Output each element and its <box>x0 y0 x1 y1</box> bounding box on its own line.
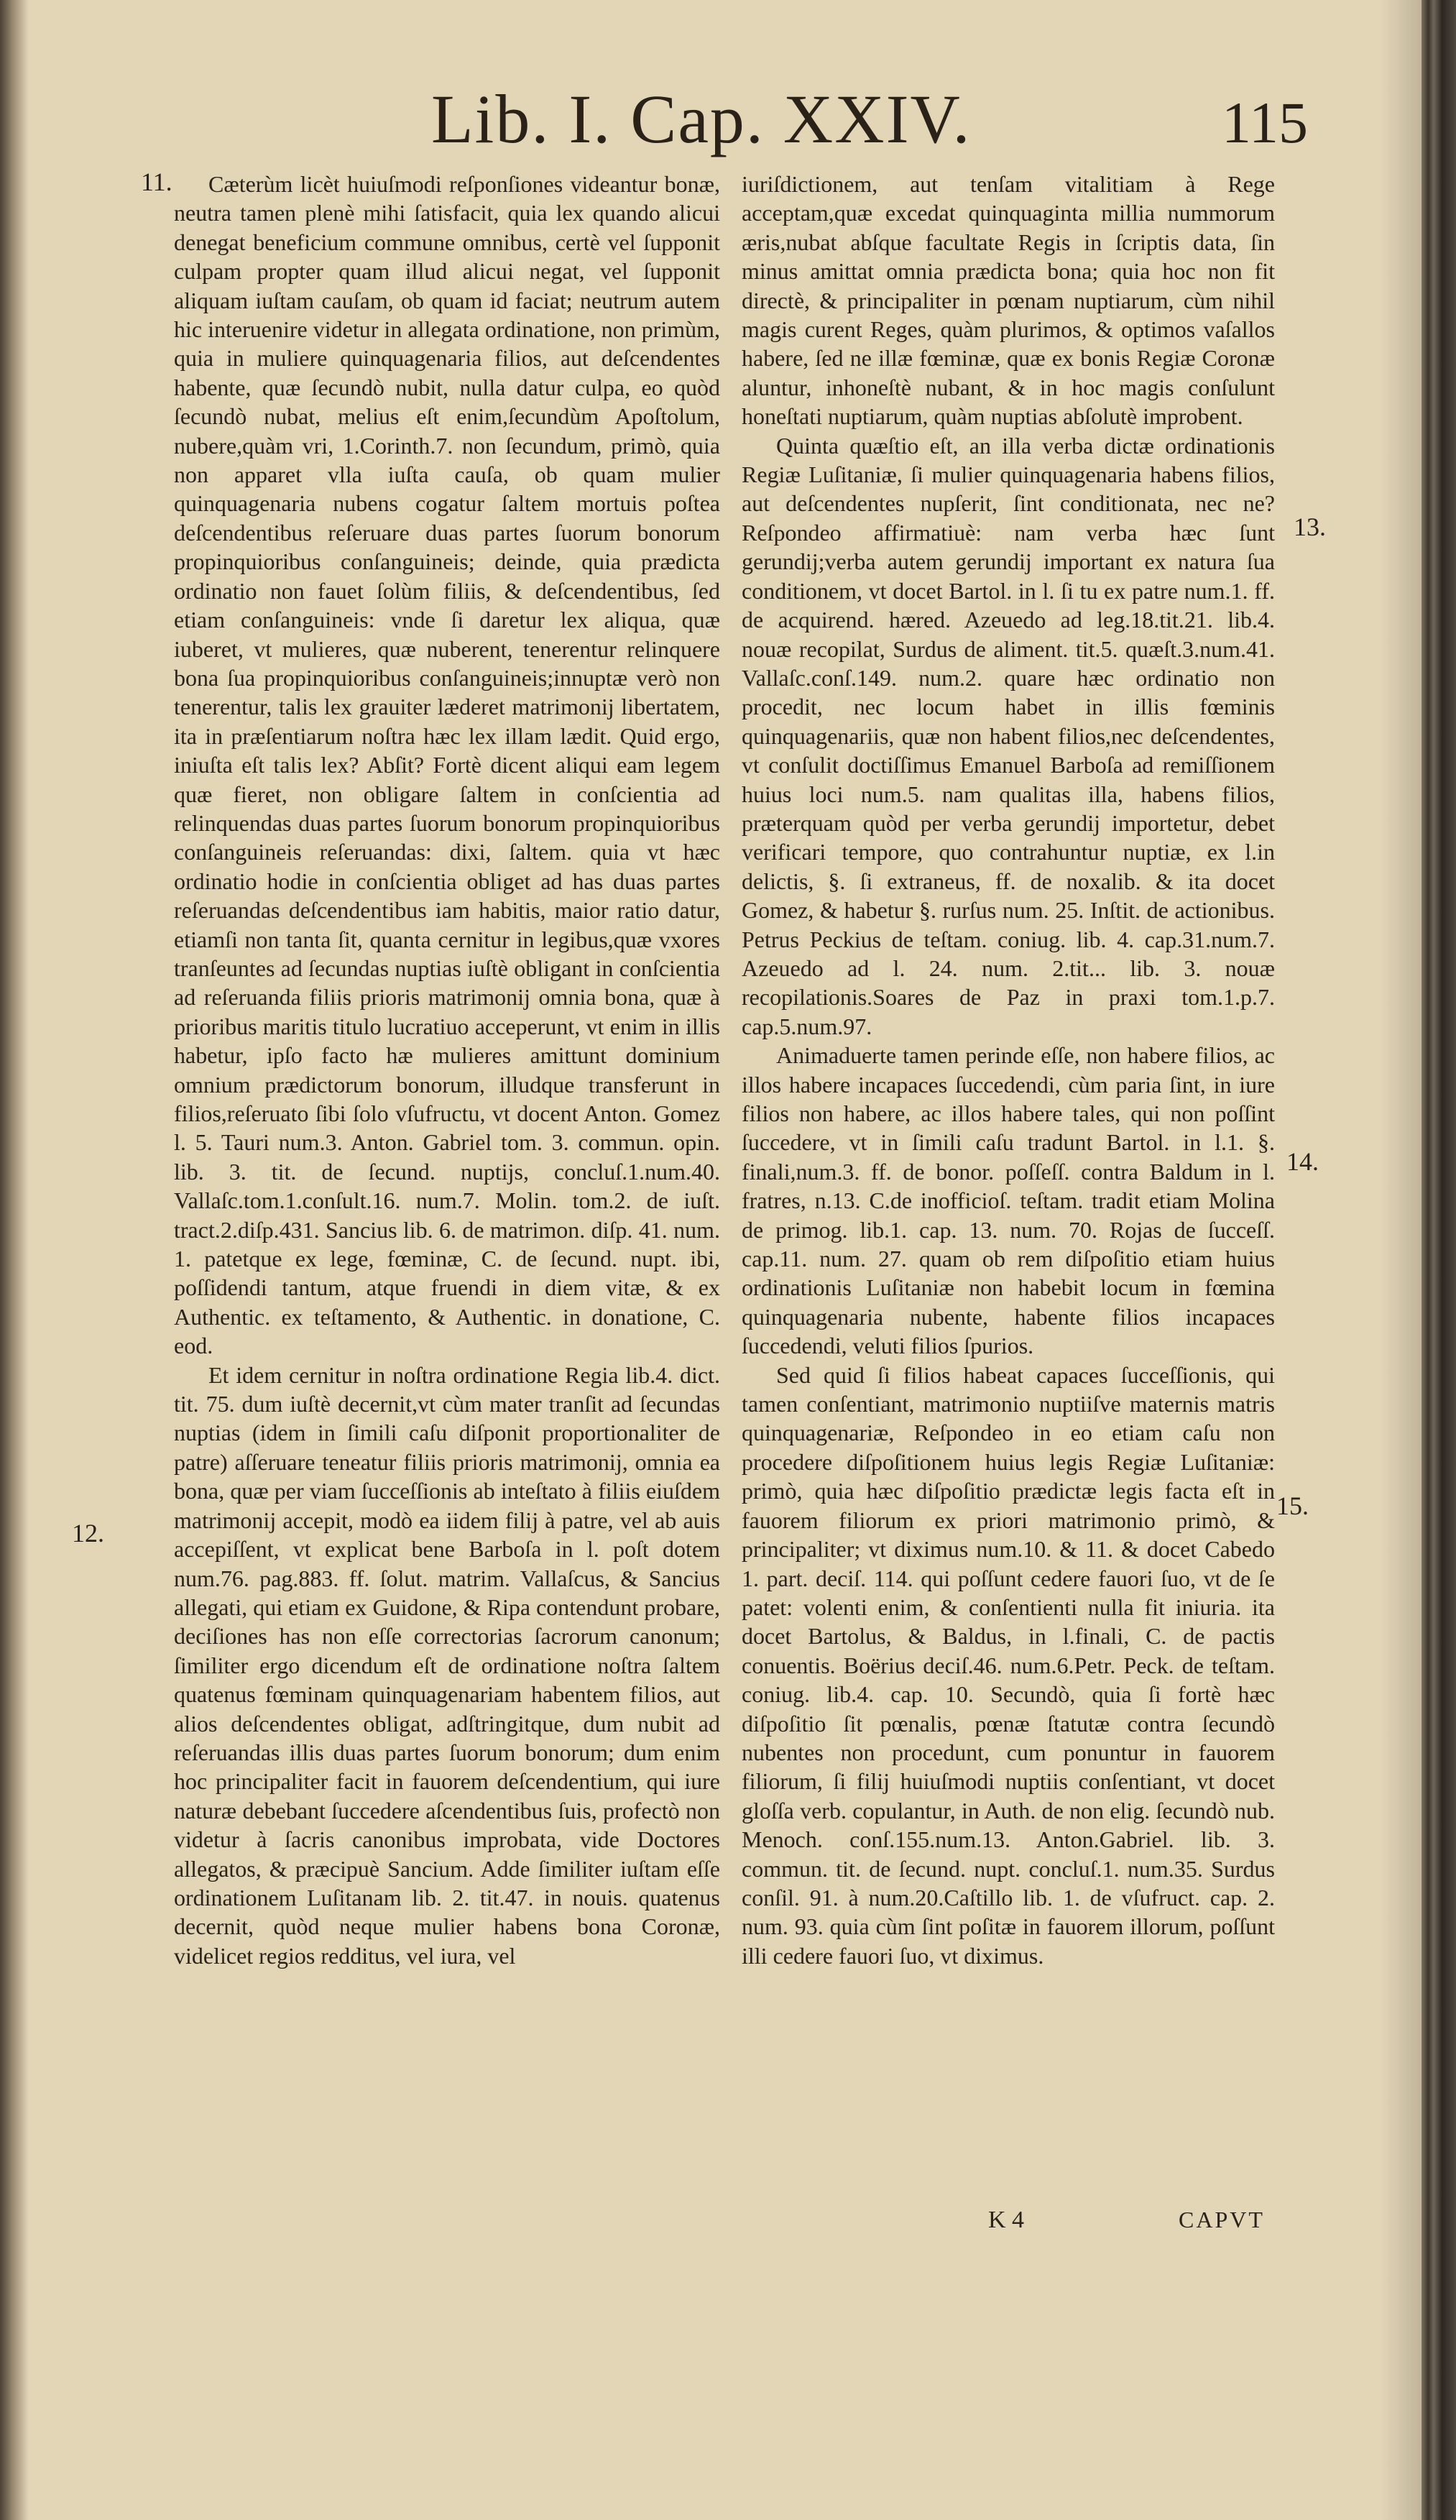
paragraph-12: Et idem cernitur in noſtra ordinatione Regia lib.4. dict. tit. 75. dum iuſtè decernit,vt cùm mater tranſit ad ſecundas nuptias (idem in ſimili caſu diſponit proportionaliter de patre) aſſeruare teneatur filiis prioris matrimonij, omnia ea bona, quæ per viam ſucceſſionis ab inteſtato à filiis eiuſdem matrimonij accepit, modò ea iidem filij à patre, vel ab auis accepiſſent, vt explicat bene Barboſa in l. poſt dotem num.76. pag.883. ff. ſolut. matrim. Vallaſcus, & Sancius allegati, qui etiam ex Guidone, & Ripa contendunt probare, deciſiones has non eſſe correctorias ſacrorum canonum; ſimiliter ergo dicendum eſt de ordinatione noſtra ſaltem quatenus fœminam quinquagenariam habentem filios, aut alios deſcendentes obligat, adſtringitque, dum nubit ad reſeruandas illis duas partes ſuorum bonorum; dum enim hoc principaliter facit in fauorem deſcendentium, qui iure naturæ debebant ſuccedere aſcendentibus ſuis, profectò non videtur à ſacris canonibus improbata, vide Doctores allegatos, & præcipuè Sancium. Adde ſimiliter iuſtam eſſe ordinationem Luſitanam lib. 2. tit.47. in nouis. quatenus decernit, quòd neque mulier habens bona Coronæ, videlicet regios redditus, vel iura, vel <box>174 1361 720 1969</box>
margin-number-11: 11. <box>141 167 172 196</box>
paragraph-15: Sed quid ſi filios habeat capaces ſucceſſionis, qui tamen conſentiant, matrimonio nuptiiſve maternis matris quinquagenariæ, Reſpondeo in eo etiam caſu non procedere diſpoſitionem huius legis Regiæ Luſitaniæ: primò, quia hæc diſpoſitio prædictæ legis facta eſt in fauorem filiorum ex priori matrimonio primò, & principaliter; vt diximus num.10. & 11. & docet Cabedo 1. part. deciſ. 114. qui poſſunt cedere fauori ſuo, vt de ſe patet: volenti enim, & conſentienti nulla fit iniuria. ita docet Bartolus, & Baldus, in l.finali, C. de pactis conuentis. Boërius deciſ.46. num.6.Petr. Peck. de teſtam. coniug. lib.4. cap. 10. Secundò, quia ſi fortè hæc diſpoſitio ſit pœnalis, pœnæ ſtatutæ contra ſecundò nubentes non procedunt, cum ponuntur in fauorem filiorum, ſi filij huiuſmodi nuptiis conſentiant, vt docet gloſſa verb. copulantur, in Auth. de non elig. ſecundò nub. Menoch. conſ.155.num.13. Anton.Gabriel. lib. 3. commun. tit. de ſecund. nupt. concluſ.1. num.35. Surdus conſil. 91. à num.20.Caſtillo lib. 1. de vſufruct. cap. 2. num. 93. quia cùm ſint poſitæ in fauorem illorum, poſſunt illi cedere fauori ſuo, vt diximus. <box>742 1361 1275 1969</box>
margin-number-15: 15. <box>1276 1491 1309 1520</box>
margin-number-12: 12. <box>72 1519 104 1548</box>
right-column <box>742 170 1275 1970</box>
paragraph-continuation: iuriſdictionem, aut tenſam vitalitiam à Rege acceptam,quæ excedat quinquaginta millia nummorum æris,nubat abſque facultate Regis in ſcriptis data, ſin minus amittat omnia prædicta bona; quia hoc non fit directè, & principaliter in pœnam nuptiarum, cùm nihil magis curent Reges, quàm plurimos, & optimos vaſallos habere, ſed ne illæ fœminæ, quæ ex bonis Regiæ Coronæ aluntur, inhoneſtè nubant, & in hoc magis conſulunt honeſtati nuptiarum, quàm nuptias abſolutè improbent. <box>742 171 1275 430</box>
paragraph-11: Cæterùm licèt huiuſmodi reſponſiones videantur bonæ, neutra tamen plenè mihi ſatisfacit, quia lex quando alicui denegat beneficium commune omnibus, certè vel ſupponit culpam propter quam illud alicui negat, vel ſupponit aliquam iuſtam cauſam, ob quam id faciat; neutrum autem hic interuenire videtur in allegata ordinatione, non primùm, quia in muliere quinquagenaria filios, aut deſcendentes habente, quæ ſecundò nubit, nulla datur culpa, eo quòd ſecundò nubat, melius eſt enim,ſecundùm Apoſtolum, nubere,quàm vri, 1.Corinth.7. non ſecundum, primò, quia non apparet vlla iuſta cauſa, ob quam mulier quinquagenaria nubens cogatur ſaltem mortuis poſtea deſcendentibus reſeruare duas partes ſuorum bonorum propinquioribus conſanguineis; deinde, quia prædicta ordinatio non fauet ſolùm filiis, & deſcendentibus, ſed etiam conſanguineis: vnde ſi daretur lex aliqua, quæ iuberet, vt mulieres, quæ nuberent, tenerentur relinquere bona ſua propinquioribus conſanguineis;innuptæ verò non tenerentur, talis lex grauiter læderet matrimonij libertatem, ita in præſentiarum noſtra hæc lex illam lædit. Quid ergo, iniuſta eſt talis lex? Abſit? Fortè dicent aliqui eam legem quæ fieret, non obligare ſaltem in conſcientia ad relinquendas duas partes ſuorum bonorum propinquioribus conſanguineis reſeruandas: dixi, ſaltem. quia vt hæc ordinatio hodie in conſcientia obliget ad has duas partes reſeruandas deſcendentibus iam habitis, maior ratio datur, etiamſi non tanta ſit, quanta cernitur in legibus,quæ vxores tranſeuntes ad ſecundas nuptias iuſtè obligant in conſcientia ad reſeruanda filiis prioris matrimonij omnia bona, quæ à prioribus maritis titulo lucratiuo acceperunt, vt enim in illis habetur, ipſo facto hæ mulieres amittunt dominium omnium prædictorum bonorum, illudque transferunt in filios,reſeruato ſibi ſolo vſufructu, vt docent Anton. Gomez l. 5. Tauri num.3. Anton. Gabriel tom. 3. commun. opin. lib. 3. tit. de ſecund. nuptijs, concluſ.1.num.40. Vallaſc.tom.1.conſult.16. num.7. Molin. tom.2. de iuſt. tract.2.diſp.431. Sancius lib. 6. de matrimon. diſp. 41. num. 1. patetque ex lege, fœminæ, C. de ſecund. nupt. ibi, poſſidendi tantum, atque fruendi in diem vitæ, & ex Authentic. ex teſtamento, & Authentic. in donatione, C. eod. <box>174 171 720 1359</box>
signature-mark: K 4 <box>988 2207 1025 2233</box>
margin-number-14: 14. <box>1286 1147 1319 1176</box>
catchword: CAPVT <box>1179 2207 1265 2232</box>
margin-number-13: 13. <box>1294 512 1326 541</box>
paragraph-13: Quinta quæſtio eſt, an illa verba dictæ ordinationis Regiæ Luſitaniæ, ſi mulier quinquagenaria habens filios, aut deſcendentes nupſerit, ſint conditionata, nec ne? Reſpondeo affirmatiuè: nam verba hæc ſunt gerundij;verba autem gerundij important ex natura ſua conditionem, vt docet Bartol. in l. ſi tu ex patre num.1. ff. de acquirend. hæred. Azeuedo ad leg.18.tit.21. lib.4. nouæ recopilat, Surdus de aliment. tit.5. quæſt.3.num.41. Vallaſc.conſ.149. num.2. quare hæc ordinatio non procedit, nec locum habet in illis fœminis quinquagenariis, quæ non habent filios,nec deſcendentes, vt conſulit doctiſſimus Emanuel Barboſa ad remiſſionem huius loci num.5. nam qualitas illa, habens filios, præterquam quòd per verba gerundij importetur, debet verificari tempore, quo contrahuntur nuptiæ, ex l.in delictis, §. ſi extraneus, ff. de noxalib. & ita docet Gomez, & habetur §. rurſus num. 25. Inſtit. de actionibus. Petrus Peckius de teſtam. coniug. lib. 4. cap.31.num.7. Azeuedo ad l. 24. num. 2.tit... lib. 3. nouæ recopilationis.Soares de Paz in praxi tom.1.p.7. cap.5.num.97. <box>742 432 1275 1039</box>
left-column <box>174 170 720 1970</box>
page-block-edge <box>1422 0 1456 2520</box>
page-header <box>402 79 1308 158</box>
page-number: 115 <box>1222 90 1308 155</box>
binding-shadow <box>0 0 29 2520</box>
paragraph-14: Animaduerte tamen perinde eſſe, non habere filios, ac illos habere incapaces ſuccedendi, cùm paria ſint, in iure filios non habere, ac illos habere tales, qui non poſſint ſuccedere, vt in ſimili caſu tradunt Bartol. in l.1. §. finali,num.3. ff. de bonor. poſſeſſ. contra Baldum in l. fratres, n.13. C.de inofficioſ. teſtam. tradit etiam Molina de primog. lib.1. cap. 13. num. 70. Rojas de ſucceſſ. cap.11. num. 27. quam ob rem diſpoſitio etiam huius ordinationis Luſitaniæ non habebit locum in fœmina quinquagenaria nubente, habente filios incapaces ſuccedendi, veluti filios ſpurios. <box>742 1042 1275 1359</box>
running-title: Lib. I. Cap. XXIV. <box>431 81 972 157</box>
